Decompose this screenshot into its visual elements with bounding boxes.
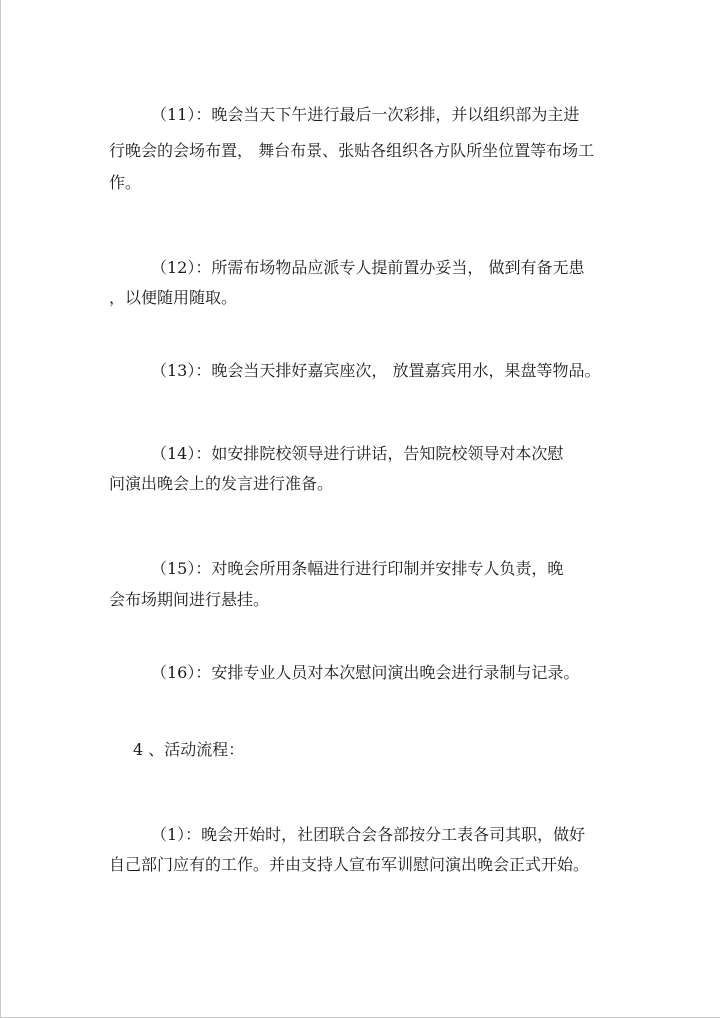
- paragraph-11-line-1: （11）：晚会当天下午进行最后一次彩排，并以组织部为主进: [151, 105, 580, 124]
- section-heading-4-line: 4 、活动流程：: [133, 740, 245, 759]
- paragraph-12-line-1: （12）：所需布场物品应派专人提前置办妥当， 做到有备无患: [151, 258, 585, 277]
- paragraph-11-line-3: 作。: [109, 173, 142, 192]
- paragraph-16-line-1: （16）：安排专业人员对本次慰问演出晚会进行录制与记录。: [151, 663, 580, 682]
- paragraph-14-line-2: 问演出晚会上的发言进行准备。: [109, 474, 334, 493]
- paragraph-14-line-1: （14）：如安排院校领导进行讲话，告知院校领导对本次慰: [151, 444, 564, 463]
- paragraph-11-line-2: 行晚会的会场布置， 舞台布景、张贴各组织各方队所坐位置等布场工: [109, 141, 595, 160]
- paragraph-13-line-1: （13）：晚会当天排好嘉宾座次， 放置嘉宾用水，果盘等物品。: [151, 361, 601, 380]
- paragraph-15-line-1: （15）：对晚会所用条幅进行进行印制并安排专人负责，晚: [151, 559, 564, 578]
- paragraph-flow-1-line-1: （1）：晚会开始时，社团联合会各部按分工表各司其职，做好: [151, 825, 586, 844]
- paragraph-12-line-2: ，以便随用随取。: [109, 288, 238, 307]
- paragraph-15-line-2: 会布场期间进行悬挂。: [109, 590, 270, 609]
- paragraph-flow-1-line-2: 自己部门应有的工作。并由支持人宣布军训慰问演出晚会正式开始。: [109, 855, 590, 874]
